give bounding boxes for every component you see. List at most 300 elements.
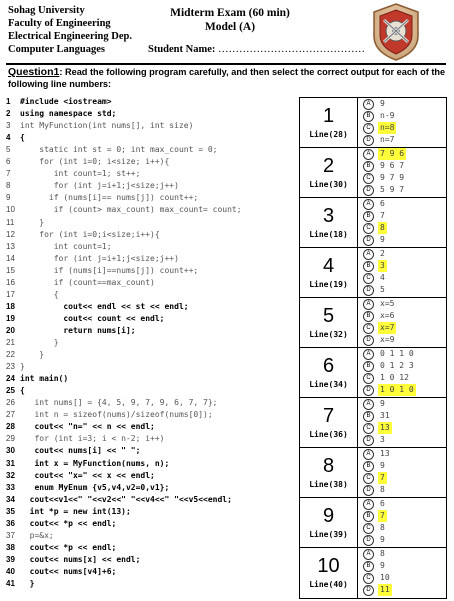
question-line-ref: Line(36)	[309, 430, 348, 439]
option-letter-circle[interactable]: C	[363, 573, 374, 584]
question-line-ref: Line(30)	[309, 180, 348, 189]
code-text: cout<<v1<<" "<<v2<<" "<<v4<<" "<<v5<<endl;	[20, 494, 232, 504]
question-cell	[300, 548, 358, 598]
header-divider	[6, 63, 446, 65]
answer-option[interactable]	[359, 384, 446, 396]
code-text: cout<< nums[v4]+6;	[20, 566, 117, 576]
answer-option[interactable]	[359, 334, 446, 346]
option-letter-circle[interactable]: C	[363, 423, 374, 434]
code-line	[0, 506, 131, 518]
option-text: 6	[380, 199, 385, 208]
answer-row	[300, 148, 446, 198]
line-number: 7	[6, 169, 11, 179]
option-text-selected: 8	[380, 223, 385, 232]
line-number: 4	[6, 133, 11, 143]
option-letter-circle[interactable]: A	[363, 499, 374, 510]
line-number: 17	[6, 289, 15, 299]
student-label: Student Name:	[148, 44, 216, 55]
code-text: static int st = 0; int max_count = 0;	[20, 145, 218, 155]
question-line-ref: Line(34)	[309, 380, 348, 389]
option-letter-circle[interactable]: C	[363, 123, 374, 134]
department-name: Electrical Engineering Dep.	[8, 31, 132, 42]
answer-option[interactable]	[359, 448, 446, 460]
answer-option[interactable]	[359, 460, 446, 472]
option-text: 9	[380, 535, 385, 544]
answer-option[interactable]	[359, 222, 446, 234]
code-text: for (int j=i+1;j<size;j++)	[20, 181, 179, 191]
code-line	[0, 518, 116, 530]
code-line	[0, 192, 198, 204]
option-letter-circle[interactable]: B	[363, 311, 374, 322]
line-number: 29	[6, 434, 15, 444]
answer-option[interactable]	[359, 348, 446, 360]
answer-option[interactable]	[359, 398, 446, 410]
line-number: 15	[6, 265, 15, 275]
option-text: 1 0 12	[380, 373, 409, 382]
answer-option[interactable]	[359, 422, 446, 434]
option-letter-circle[interactable]: C	[363, 523, 374, 534]
option-text: n-9	[380, 111, 395, 120]
line-number: 2	[6, 109, 11, 119]
code-text: int count=1;	[20, 241, 112, 251]
code-text: int nums[] = {4, 5, 9, 7, 9, 6, 7, 7};	[20, 398, 218, 408]
code-text: int count=1; st++;	[20, 169, 141, 179]
question-line-ref: Line(40)	[309, 580, 348, 589]
option-letter-circle[interactable]: A	[363, 249, 374, 260]
option-text: 0 1 2 3	[380, 361, 414, 370]
code-line	[0, 542, 116, 554]
answer-option[interactable]	[359, 160, 446, 172]
code-text: enum MyEnum {v5,v4,v2=0,v1};	[20, 482, 170, 492]
answer-option[interactable]	[359, 410, 446, 422]
option-text: 9 7 9	[380, 173, 405, 182]
code-line	[0, 421, 155, 433]
option-letter-circle[interactable]: D	[363, 485, 374, 496]
option-letter-circle[interactable]: D	[363, 535, 374, 546]
question-number: 7	[322, 405, 335, 427]
code-text: cout<< "x=" << x << endl;	[20, 470, 155, 480]
line-number: 40	[6, 566, 15, 576]
option-letter-circle[interactable]: B	[363, 261, 374, 272]
question-line-ref: Line(18)	[309, 230, 348, 239]
option-letter-circle[interactable]: B	[363, 461, 374, 472]
code-line	[0, 433, 165, 445]
code-line	[0, 494, 232, 506]
option-text: 9	[380, 235, 385, 244]
option-text: x=5	[380, 299, 395, 308]
answer-row	[300, 548, 446, 598]
answer-option[interactable]	[359, 572, 446, 584]
answer-option[interactable]	[359, 172, 446, 184]
answer-table	[299, 97, 447, 599]
code-text: {	[20, 386, 25, 396]
question-cell	[300, 448, 358, 497]
line-number: 37	[6, 530, 15, 540]
answer-row	[300, 248, 446, 298]
answer-row	[300, 498, 446, 548]
code-line	[0, 253, 179, 265]
code-line	[0, 156, 169, 168]
options-cell	[359, 298, 446, 347]
option-letter-circle[interactable]: A	[363, 299, 374, 310]
answer-option[interactable]	[359, 510, 446, 522]
option-text-selected: x=7	[380, 323, 395, 332]
option-text: 3	[380, 435, 385, 444]
line-number: 11	[6, 217, 15, 227]
code-text: cout<< nums[i] << " ";	[20, 446, 141, 456]
code-line	[0, 445, 140, 457]
question-number: 3	[322, 205, 335, 227]
option-letter-circle[interactable]: C	[363, 323, 374, 334]
option-text: 5	[380, 285, 385, 294]
answer-option[interactable]	[359, 560, 446, 572]
answer-option[interactable]	[359, 484, 446, 496]
line-number: 36	[6, 518, 15, 528]
header-left	[8, 4, 132, 56]
option-letter-circle[interactable]: B	[363, 361, 374, 372]
line-number: 27	[6, 410, 15, 420]
option-text-selected: 11	[380, 585, 390, 594]
question-label: Question1	[8, 66, 60, 78]
option-letter-circle[interactable]: D	[363, 135, 374, 146]
option-letter-circle[interactable]: B	[363, 561, 374, 572]
option-letter-circle[interactable]: A	[363, 199, 374, 210]
options-cell	[359, 398, 446, 447]
answer-row	[300, 448, 446, 498]
option-letter-circle[interactable]: C	[363, 173, 374, 184]
option-letter-circle[interactable]: B	[363, 211, 374, 222]
code-text: for (int i=3; i < n-2; i++)	[20, 434, 165, 444]
question-cell	[300, 348, 358, 397]
option-letter-circle[interactable]: D	[363, 385, 374, 396]
question-line-ref: Line(38)	[309, 480, 348, 489]
option-text: 0 1 1 0	[380, 349, 414, 358]
question-number: 10	[317, 555, 340, 577]
code-text: #include <iostream>	[20, 97, 112, 106]
exam-title: Midterm Exam (60 min)	[170, 7, 290, 19]
answer-option[interactable]	[359, 534, 446, 546]
code-text: cout<< count << endl;	[20, 313, 165, 323]
option-text: 4	[380, 273, 385, 282]
question-number: 2	[322, 155, 335, 177]
code-text: int n = sizeof(nums)/sizeof(nums[0]);	[20, 410, 213, 420]
answer-option[interactable]	[359, 522, 446, 534]
exam-model: Model (A)	[204, 21, 256, 33]
code-line	[0, 482, 169, 494]
line-number: 38	[6, 542, 15, 552]
answer-option[interactable]	[359, 110, 446, 122]
option-text: 10	[380, 573, 390, 582]
options-cell	[359, 148, 446, 197]
code-line	[0, 120, 193, 132]
question-text: : Read the following program carefully, and then select the correct output for each of the following line numbers:	[8, 67, 446, 89]
option-letter-circle[interactable]: C	[363, 373, 374, 384]
code-line	[0, 241, 112, 253]
answer-option[interactable]	[359, 322, 446, 334]
option-text: x=9	[380, 335, 395, 344]
answer-option[interactable]	[359, 248, 446, 260]
student-name-blank: ……………………………………	[218, 44, 365, 55]
answer-option[interactable]	[359, 198, 446, 210]
answer-option[interactable]	[359, 184, 446, 196]
option-letter-circle[interactable]: D	[363, 335, 374, 346]
question-prompt	[8, 67, 448, 90]
question-number: 9	[322, 505, 335, 527]
code-line	[0, 530, 54, 542]
option-text: 31	[380, 411, 390, 420]
option-text: 9 6 7	[380, 161, 405, 170]
line-number: 39	[6, 554, 15, 564]
code-line	[0, 168, 140, 180]
answer-option[interactable]	[359, 360, 446, 372]
code-line	[0, 180, 179, 192]
code-line	[0, 132, 25, 144]
answer-option[interactable]	[359, 472, 446, 484]
code-line	[0, 265, 198, 277]
answer-option[interactable]	[359, 434, 446, 446]
option-text: 2	[380, 249, 385, 258]
options-cell	[359, 248, 446, 297]
option-text-selected: 7	[380, 511, 385, 520]
answer-option[interactable]	[359, 584, 446, 596]
answer-option[interactable]	[359, 260, 446, 272]
answer-option[interactable]	[359, 298, 446, 310]
question-cell	[300, 498, 358, 547]
option-text-selected: 1 0 1 0	[380, 385, 414, 394]
option-letter-circle[interactable]: A	[363, 449, 374, 460]
option-letter-circle[interactable]: A	[363, 349, 374, 360]
code-text: cout<< nums[x] << endl;	[20, 554, 141, 564]
code-text: cout<< endl << st << endl;	[20, 301, 189, 311]
option-text-selected: 7	[380, 473, 385, 482]
option-letter-circle[interactable]: B	[363, 511, 374, 522]
option-letter-circle[interactable]: C	[363, 273, 374, 284]
code-line	[0, 458, 169, 470]
code-text: {	[20, 289, 59, 299]
option-text: 9	[380, 399, 385, 408]
code-text: if (count==max_count)	[20, 277, 155, 287]
question-cell	[300, 148, 358, 197]
option-text: 8	[380, 485, 385, 494]
option-text: 5 9 7	[380, 185, 405, 194]
code-line	[0, 566, 116, 578]
university-seal-icon	[366, 2, 426, 62]
code-text: }	[20, 350, 45, 360]
code-line	[0, 349, 44, 361]
code-text: }	[20, 217, 45, 227]
option-letter-circle[interactable]: D	[363, 285, 374, 296]
code-text: int *p = new int(13);	[20, 506, 131, 516]
options-cell	[359, 448, 446, 497]
option-text: 7	[380, 211, 385, 220]
code-text: using namespace std;	[20, 109, 117, 119]
code-text: cout<< *p << endl;	[20, 518, 117, 528]
code-text: for (int i=0; i<size; i++){	[20, 157, 170, 167]
course-name: Computer Languages	[8, 44, 105, 55]
code-text: if (nums[i]== nums[j]) count++;	[20, 193, 199, 203]
code-text: cout<< "n=" << n << endl;	[20, 422, 155, 432]
answer-option[interactable]	[359, 210, 446, 222]
line-number: 26	[6, 398, 15, 408]
option-letter-circle[interactable]: D	[363, 185, 374, 196]
line-number: 23	[6, 362, 15, 372]
option-text-selected: 3	[380, 261, 385, 270]
code-text: }	[20, 338, 59, 347]
option-text-selected: n=8	[380, 123, 395, 132]
code-line	[0, 373, 68, 385]
option-text: 9	[380, 461, 385, 470]
option-letter-circle[interactable]: C	[363, 223, 374, 234]
line-number: 1	[6, 97, 11, 106]
answer-option[interactable]	[359, 498, 446, 510]
question-cell	[300, 398, 358, 447]
code-text: for (int j=i+1;j<size;j++)	[20, 253, 179, 263]
option-letter-circle[interactable]: C	[363, 473, 374, 484]
question-number: 6	[322, 355, 335, 377]
question-cell	[300, 248, 358, 297]
question-line-ref: Line(19)	[309, 280, 348, 289]
code-text: p=&x;	[20, 530, 54, 540]
faculty-name: Faculty of Engineering	[8, 18, 111, 29]
code-text: cout<< *p << endl;	[20, 542, 117, 552]
line-number: 19	[6, 313, 15, 323]
line-number: 33	[6, 482, 15, 492]
line-number: 34	[6, 494, 15, 504]
option-text: 9	[380, 99, 385, 108]
question-number: 1	[322, 105, 335, 127]
code-line	[0, 325, 136, 337]
answer-row	[300, 98, 446, 148]
line-number: 3	[6, 121, 11, 131]
code-line	[0, 554, 140, 566]
line-number: 22	[6, 350, 15, 360]
option-letter-circle[interactable]: A	[363, 99, 374, 110]
answer-row	[300, 348, 446, 398]
question-line-ref: Line(39)	[309, 530, 348, 539]
options-cell	[359, 548, 446, 598]
option-text-selected: 7 9 6	[380, 149, 405, 158]
code-line	[0, 409, 213, 421]
code-line	[0, 313, 165, 325]
answer-option[interactable]	[359, 548, 446, 560]
code-line	[0, 217, 44, 229]
question-line-ref: Line(28)	[309, 130, 348, 139]
answer-row	[300, 198, 446, 248]
code-line	[0, 301, 189, 313]
line-number: 10	[6, 205, 15, 215]
answer-option[interactable]	[359, 122, 446, 134]
code-line	[0, 337, 59, 349]
code-line	[0, 289, 59, 301]
option-letter-circle[interactable]: A	[363, 549, 374, 560]
answer-option[interactable]	[359, 98, 446, 110]
line-number: 35	[6, 506, 15, 516]
option-text: n=7	[380, 135, 395, 144]
option-letter-circle[interactable]: D	[363, 235, 374, 246]
option-letter-circle[interactable]: D	[363, 585, 374, 596]
answer-row	[300, 398, 446, 448]
line-number: 28	[6, 422, 15, 432]
option-text-selected: 13	[380, 423, 390, 432]
line-number: 13	[6, 241, 15, 251]
code-text: for (int i=0;i<size;i++){	[20, 229, 160, 239]
option-text: x=6	[380, 311, 395, 320]
code-text: }	[20, 579, 35, 588]
options-cell	[359, 498, 446, 547]
code-text: int main()	[20, 374, 69, 384]
line-number: 25	[6, 386, 15, 396]
option-letter-circle[interactable]: B	[363, 411, 374, 422]
option-letter-circle[interactable]: A	[363, 149, 374, 160]
header-center	[160, 6, 300, 34]
code-text: {	[20, 133, 25, 143]
answer-option[interactable]	[359, 310, 446, 322]
line-number: 6	[6, 157, 11, 167]
code-text: if (count> max_count) max_count= count;	[20, 205, 242, 215]
line-number: 8	[6, 181, 11, 191]
options-cell	[359, 348, 446, 397]
code-text: if (nums[i]==nums[j]) count++;	[20, 265, 199, 275]
answer-option[interactable]	[359, 372, 446, 384]
code-text: return nums[i];	[20, 325, 136, 335]
code-line	[0, 470, 155, 482]
line-number: 16	[6, 277, 15, 287]
university-name: Sohag University	[8, 5, 85, 16]
options-cell	[359, 198, 446, 247]
code-line	[0, 361, 25, 373]
question-number: 4	[322, 255, 335, 277]
answer-option[interactable]	[359, 148, 446, 160]
option-text: 9	[380, 561, 385, 570]
option-text: 6	[380, 499, 385, 508]
question-cell	[300, 198, 358, 247]
code-text: }	[20, 362, 25, 372]
code-line	[0, 229, 160, 241]
line-number: 5	[6, 145, 11, 155]
code-line	[0, 144, 217, 156]
line-number: 32	[6, 470, 15, 480]
option-letter-circle[interactable]: B	[363, 111, 374, 122]
code-line	[0, 385, 25, 397]
option-text: 8	[380, 549, 385, 558]
answer-option[interactable]	[359, 134, 446, 146]
line-number: 20	[6, 325, 15, 335]
option-letter-circle[interactable]: A	[363, 399, 374, 410]
code-line	[0, 578, 34, 590]
question-cell	[300, 298, 358, 347]
code-line	[0, 204, 242, 216]
line-number: 9	[6, 193, 11, 203]
code-line	[0, 108, 116, 120]
question-cell	[300, 98, 358, 147]
answer-row	[300, 298, 446, 348]
line-number: 18	[6, 301, 15, 311]
option-letter-circle[interactable]: B	[363, 161, 374, 172]
line-number: 41	[6, 579, 15, 588]
options-cell	[359, 98, 446, 147]
question-line-ref: Line(32)	[309, 330, 348, 339]
code-line	[0, 96, 112, 108]
line-number: 21	[6, 338, 15, 347]
line-number: 31	[6, 458, 15, 468]
option-letter-circle[interactable]: D	[363, 435, 374, 446]
line-number: 14	[6, 253, 15, 263]
question-number: 8	[322, 455, 335, 477]
answer-option[interactable]	[359, 284, 446, 296]
answer-option[interactable]	[359, 234, 446, 246]
line-number: 24	[6, 374, 15, 384]
answer-option[interactable]	[359, 272, 446, 284]
